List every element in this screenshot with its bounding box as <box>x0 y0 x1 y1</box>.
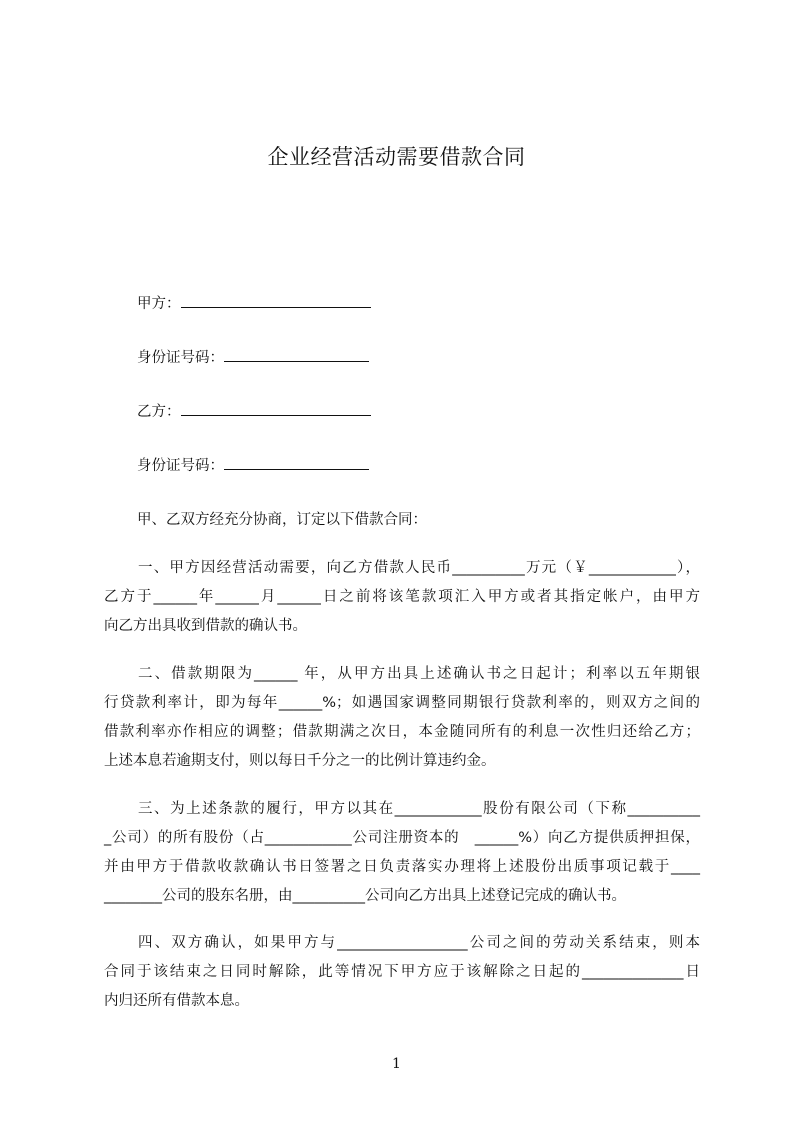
clause-4-line: 四、双方确认，如果甲方与__________________公司之间的劳动关系结束，则本 <box>138 935 700 951</box>
clause-3 <box>104 795 700 911</box>
party-a-field <box>137 292 371 313</box>
party-a-id-blank <box>224 347 369 362</box>
clause-3-line: ________公司的股东名册，由__________公司向乙方出具上述登记完成的确认书。 <box>104 888 626 904</box>
clause-2-line: 行贷款利率计，即为每年______%；如遇国家调整同期银行贷款利率的，则双方之间的 <box>104 695 700 711</box>
clause-4 <box>104 929 700 1016</box>
clause-1 <box>104 554 700 641</box>
document-title: 企业经营活动需要借款合同 <box>267 145 526 169</box>
clause-2-line: 二、借款期限为______ 年，从甲方出具上述确认书之日起计；利率以五年期银 <box>138 666 700 682</box>
clause-4-line: 内归还所有借款本息。 <box>104 993 249 1009</box>
clause-3-line: 三、为上述条款的履行，甲方以其在____________股份有限公司（下称__________ <box>138 801 700 817</box>
party-b-id-label: 身份证号码： <box>137 458 224 474</box>
party-b-id-field <box>137 454 369 475</box>
party-b-id-blank <box>224 455 369 470</box>
clause-3-line: 并由甲方于借款收款确认书日签署之日负责落实办理将上述股份出质事项记载于____ <box>104 859 700 875</box>
clause-2-line: 借款利率亦作相应的调整；借款期满之次日，本金随同所有的利息一次性归还给乙方； <box>104 724 700 740</box>
clause-3-line: _公司）的所有股份（占____________公司注册资本的 ______%）向乙方提供质押担保， <box>104 830 700 846</box>
clause-4-line: 合同于该结束之日同时解除，此等情况下甲方应于该解除之日起的______________日 <box>104 964 700 980</box>
party-b-blank <box>181 401 371 416</box>
clause-1-line: 一、甲方因经营活动需要，向乙方借款人民币__________万元（￥____________）， <box>138 560 700 576</box>
clause-1-line: 向乙方出具收到借款的确认书。 <box>104 618 307 634</box>
party-b-label: 乙方： <box>137 404 181 420</box>
party-a-blank <box>181 293 371 308</box>
party-a-id-label: 身份证号码： <box>137 350 224 366</box>
clause-1-line: 乙方于______年______月______日之前将该笔款项汇入甲方或者其指定帐户，由甲方 <box>104 589 700 605</box>
clause-2 <box>104 660 700 776</box>
intro-text: 甲、乙双方经充分协商，订定以下借款合同： <box>137 512 427 528</box>
clause-2-line: 上述本息若逾期支付，则以每日千分之一的比例计算违约金。 <box>104 753 496 769</box>
party-a-label: 甲方： <box>137 296 181 312</box>
page-number: 1 <box>392 1056 401 1072</box>
party-b-field <box>137 400 371 421</box>
party-a-id-field <box>137 346 369 367</box>
